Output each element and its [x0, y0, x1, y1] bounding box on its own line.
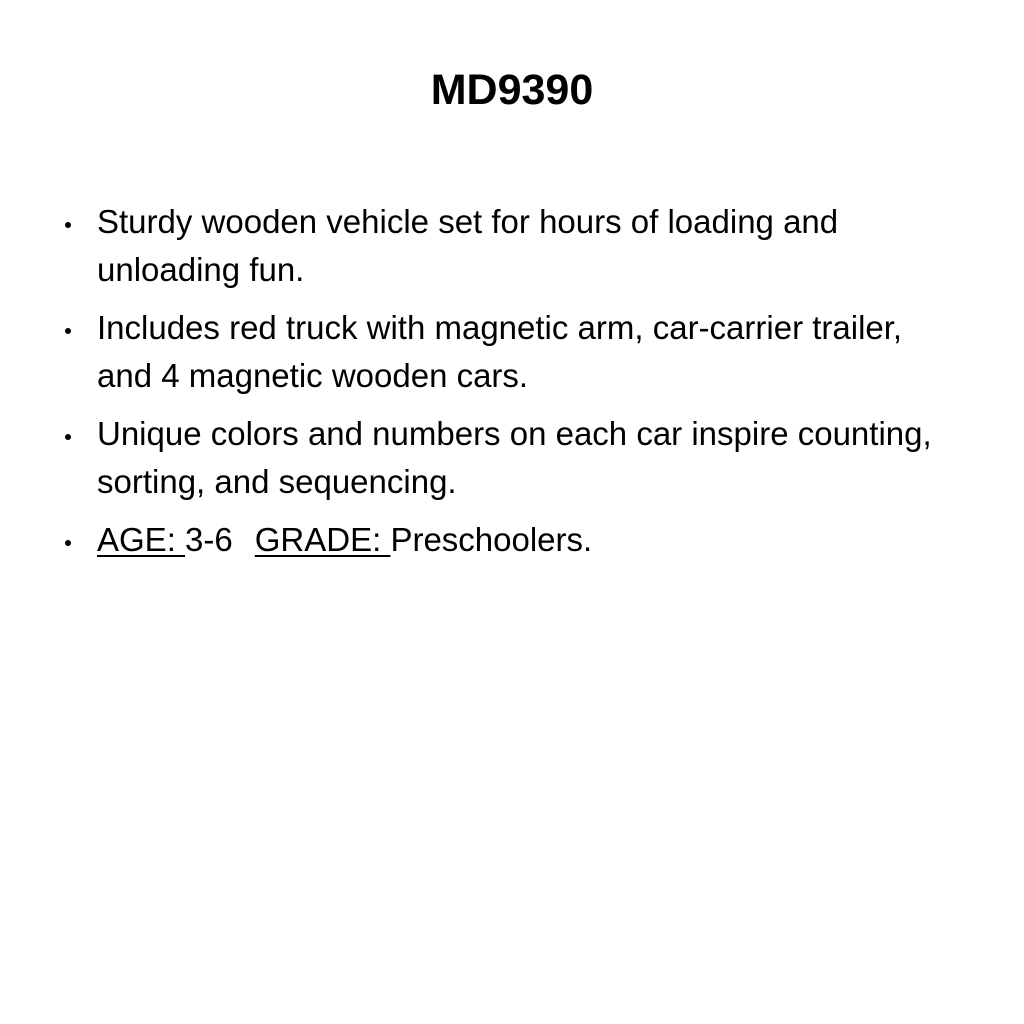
bullet-list [60, 198, 960, 574]
bullet-item [60, 410, 960, 506]
age-value: 3-6 [185, 521, 233, 558]
bullet-dot-icon [65, 222, 71, 228]
bullet-item [60, 304, 960, 400]
bullet-dot-icon [65, 434, 71, 440]
bullet-text: Unique colors and numbers on each car inspire counting, sorting, and sequencing. [97, 415, 932, 500]
bullet-text: Includes red truck with magnetic arm, car-carrier trailer, and 4 magnetic wooden cars. [97, 309, 903, 394]
bullet-text: Sturdy wooden vehicle set for hours of loading and unloading fun. [97, 203, 839, 288]
bullet-dot-icon [65, 540, 71, 546]
grade-label: GRADE: [254, 521, 391, 558]
bullet-item-specs [60, 516, 960, 564]
grade-value: Preschoolers. [390, 521, 593, 558]
bullet-dot-icon [65, 328, 71, 334]
age-label: AGE: [97, 521, 186, 558]
slide-title: MD9390 [430, 66, 594, 114]
bullet-item [60, 198, 960, 294]
